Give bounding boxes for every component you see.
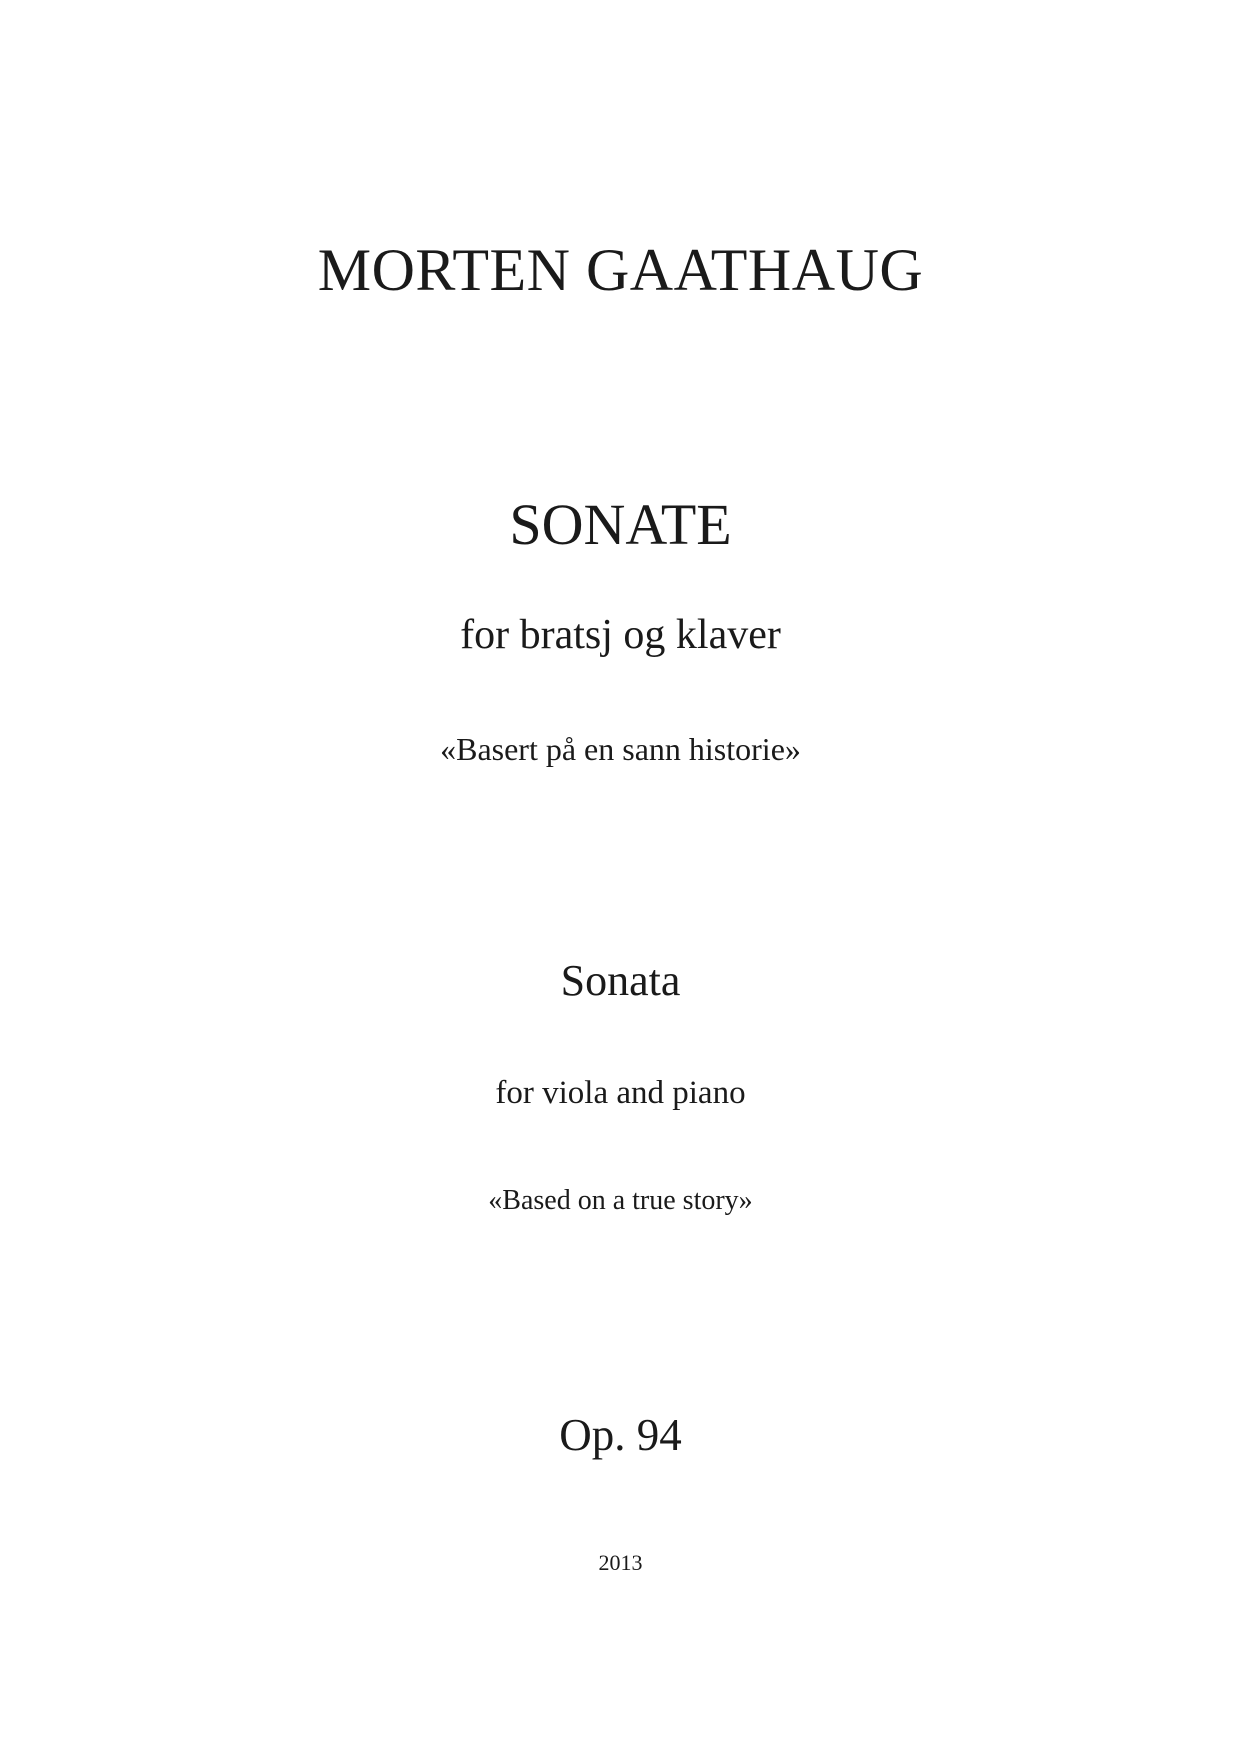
year: 2013	[598, 1550, 643, 1575]
work-title-norwegian: SONATE	[509, 492, 732, 557]
composer-name: MORTEN GAATHAUG	[317, 237, 924, 303]
tagline-norwegian: «Basert på en sann historie»	[440, 731, 801, 767]
tagline-english: «Based on a true story»	[488, 1185, 753, 1216]
instrumentation-english: for viola and piano	[495, 1075, 746, 1111]
work-title-english: Sonata	[560, 956, 681, 1005]
instrumentation-norwegian: for bratsj og klaver	[460, 612, 781, 658]
opus-number: Op. 94	[559, 1410, 682, 1460]
